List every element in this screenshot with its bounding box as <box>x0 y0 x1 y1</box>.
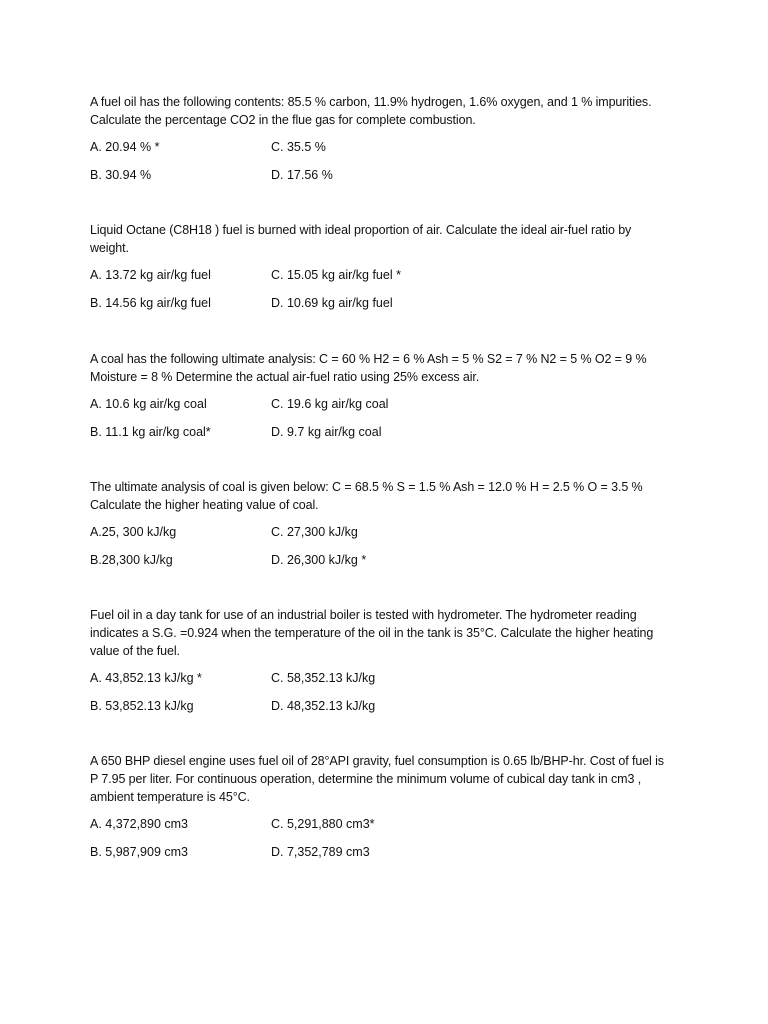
option-b: B. 30.94 % <box>90 168 152 182</box>
question-6 <box>90 752 670 861</box>
options-row-1 <box>90 395 670 413</box>
options-row-1 <box>90 815 670 833</box>
options-row-2 <box>90 166 670 184</box>
option-b: B. 11.1 kg air/kg coal* <box>90 425 211 439</box>
question-text: Fuel oil in a day tank for use of an industrial boiler is tested with hydrometer. The hydrometer reading indicates a S.G. =0.924 when the temperature of the oil in the tank is 35°C. Calculate the higher heating value of the fuel. <box>90 608 654 658</box>
option-d: D. 10.69 kg air/kg fuel <box>271 296 393 310</box>
question-2 <box>90 221 670 312</box>
option-c: C. 19.6 kg air/kg coal <box>271 397 389 411</box>
option-a: A. 13.72 kg air/kg fuel <box>90 268 211 282</box>
options-row-1 <box>90 669 670 687</box>
question-text: The ultimate analysis of coal is given below: C = 68.5 % S = 1.5 % Ash = 12.0 % H = 2.5 % O = 3.5 % Calculate the higher heating value of coal. <box>90 480 643 512</box>
options-row-2 <box>90 423 670 441</box>
options-row-1 <box>90 138 670 156</box>
option-b: B. 14.56 kg air/kg fuel <box>90 296 211 310</box>
options-row-2 <box>90 697 670 715</box>
question-1 <box>90 93 670 184</box>
option-d: D. 26,300 kJ/kg * <box>271 553 367 567</box>
question-text: A coal has the following ultimate analysis: C = 60 % H2 = 6 % Ash = 5 % S2 = 7 % N2 = 5 % O2 = 9 % Moisture = 8 % Determine the actual air-fuel ratio using 25% excess air. <box>90 352 647 384</box>
option-c: C. 58,352.13 kJ/kg <box>271 671 376 685</box>
option-d: D. 48,352.13 kJ/kg <box>271 699 376 713</box>
option-c: C. 27,300 kJ/kg <box>271 525 358 539</box>
option-a: A. 43,852.13 kJ/kg * <box>90 671 202 685</box>
option-a: A. 4,372,890 cm3 <box>90 817 188 831</box>
options-row-2 <box>90 843 670 861</box>
question-text: A 650 BHP diesel engine uses fuel oil of 28°API gravity, fuel consumption is 0.65 lb/BHP-hr. Cost of fuel is P 7.95 per liter. For continuous operation, determine the minimum volume of cubical day tank in cm3 , ambient temperature is 45°C. <box>90 754 664 804</box>
question-3 <box>90 350 670 441</box>
options-row-2 <box>90 294 670 312</box>
question-text: Liquid Octane (C8H18 ) fuel is burned with ideal proportion of air. Calculate the ideal air-fuel ratio by weight. <box>90 223 632 255</box>
option-d: D. 9.7 kg air/kg coal <box>271 425 382 439</box>
option-c: C. 35.5 % <box>271 140 326 154</box>
option-b: B. 53,852.13 kJ/kg <box>90 699 194 713</box>
question-4 <box>90 478 670 569</box>
option-d: D. 7,352,789 cm3 <box>271 845 370 859</box>
option-a: A.25, 300 kJ/kg <box>90 525 177 539</box>
question-5 <box>90 606 670 715</box>
option-b: B.28,300 kJ/kg <box>90 553 173 567</box>
option-c: C. 15.05 kg air/kg fuel * <box>271 268 401 282</box>
option-c: C. 5,291,880 cm3* <box>271 817 375 831</box>
option-b: B. 5,987,909 cm3 <box>90 845 188 859</box>
options-row-2 <box>90 551 670 569</box>
options-row-1 <box>90 523 670 541</box>
option-a: A. 10.6 kg air/kg coal <box>90 397 207 411</box>
option-a: A. 20.94 % * <box>90 140 160 154</box>
question-text: A fuel oil has the following contents: 85.5 % carbon, 11.9% hydrogen, 1.6% oxygen, and 1 % impurities. Calculate the percentage CO2 in the flue gas for complete combustion. <box>90 95 652 127</box>
option-d: D. 17.56 % <box>271 168 333 182</box>
options-row-1 <box>90 266 670 284</box>
